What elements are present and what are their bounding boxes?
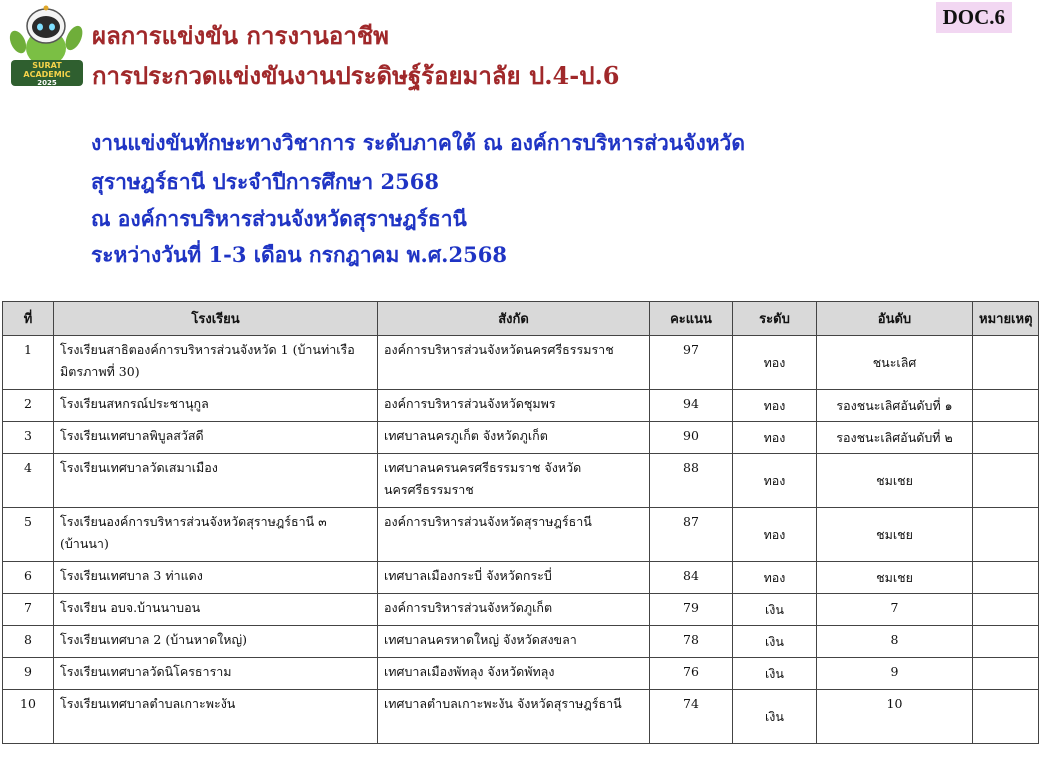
cell-level: เงิน [733,690,817,744]
table-row [3,658,1039,690]
cell-affiliation: องค์การบริหารส่วนจังหวัดนครศรีธรรมราช [378,336,650,390]
header-note: หมายเหตุ [973,302,1039,336]
cell-affiliation: เทศบาลนครภูเก็ต จังหวัดภูเก็ต [378,422,650,454]
table-row [3,422,1039,454]
cell-no: 8 [3,626,54,658]
cell-no: 6 [3,562,54,594]
cell-rank: รองชนะเลิศอันดับที่ ๑ [817,390,973,422]
cell-school: โรงเรียนเทศบาลวัดเสมาเมือง [54,454,378,508]
logo-text-surat: SURAT [32,61,62,70]
cell-no: 7 [3,594,54,626]
doc-badge: DOC.6 [936,2,1012,33]
table-row [3,626,1039,658]
cell-rank: 8 [817,626,973,658]
cell-no: 9 [3,658,54,690]
cell-rank: ชมเชย [817,454,973,508]
cell-score: 87 [650,508,733,562]
cell-score: 90 [650,422,733,454]
results-table [2,301,1039,744]
header-rank: อันดับ [817,302,973,336]
cell-note [973,658,1039,690]
cell-rank: ชมเชย [817,562,973,594]
cell-score: 79 [650,594,733,626]
page-title-line1: ผลการแข่งขัน การงานอาชีพ [92,21,389,50]
cell-school: โรงเรียนเทศบาล 2 (บ้านหาดใหญ่) [54,626,378,658]
table-row [3,336,1039,390]
cell-school: โรงเรียนเทศบาลตำบลเกาะพะงัน [54,690,378,744]
header-no: ที่ [3,302,54,336]
cell-note [973,390,1039,422]
table-row [3,594,1039,626]
table-row [3,390,1039,422]
cell-no: 5 [3,508,54,562]
header-score: คะแนน [650,302,733,336]
cell-level: เงิน [733,626,817,658]
cell-no: 1 [3,336,54,390]
cell-note [973,336,1039,390]
cell-affiliation: องค์การบริหารส่วนจังหวัดภูเก็ต [378,594,650,626]
cell-rank: ชมเชย [817,508,973,562]
cell-rank: 7 [817,594,973,626]
cell-affiliation: องค์การบริหารส่วนจังหวัดชุมพร [378,390,650,422]
event-subtitle-line2: สุราษฎร์ธานี ประจำปีการศึกษา 2568 [91,169,439,194]
cell-level: ทอง [733,422,817,454]
cell-score: 78 [650,626,733,658]
cell-level: ทอง [733,562,817,594]
cell-affiliation: เทศบาลเมืองกระบี่ จังหวัดกระบี่ [378,562,650,594]
table-header-row [3,302,1039,336]
cell-level: เงิน [733,594,817,626]
cell-score: 84 [650,562,733,594]
cell-no: 3 [3,422,54,454]
cell-rank: 9 [817,658,973,690]
cell-rank: 10 [817,690,973,744]
robot-mascot-logo [8,4,86,92]
cell-rank: รองชนะเลิศอันดับที่ ๒ [817,422,973,454]
cell-level: ทอง [733,390,817,422]
cell-affiliation: เทศบาลนครหาดใหญ่ จังหวัดสงขลา [378,626,650,658]
cell-level: ทอง [733,454,817,508]
event-subtitle-line4: ระหว่างวันที่ 1-3 เดือน กรกฎาคม พ.ศ.2568 [91,242,507,267]
cell-school: โรงเรียน อบจ.บ้านนาบอน [54,594,378,626]
header-school: โรงเรียน [54,302,378,336]
cell-rank: ชนะเลิศ [817,336,973,390]
logo-text-academic: ACADEMIC [23,70,71,79]
header-level: ระดับ [733,302,817,336]
cell-school: โรงเรียนสาธิตองค์การบริหารส่วนจังหวัด 1 (บ้านท่าเรือมิตรภาพที่ 30) [54,336,378,390]
cell-affiliation: เทศบาลตำบลเกาะพะงัน จังหวัดสุราษฎร์ธานี [378,690,650,744]
cell-note [973,508,1039,562]
cell-no: 2 [3,390,54,422]
cell-level: เงิน [733,658,817,690]
cell-score: 94 [650,390,733,422]
cell-score: 88 [650,454,733,508]
cell-score: 74 [650,690,733,744]
cell-no: 10 [3,690,54,744]
cell-school: โรงเรียนเทศบาลวัดนิโครธาราม [54,658,378,690]
cell-level: ทอง [733,336,817,390]
cell-note [973,422,1039,454]
page-title-line2: การประกวดแข่งขันงานประดิษฐ์ร้อยมาลัย ป.4-ป.6 [92,61,620,90]
cell-score: 97 [650,336,733,390]
cell-affiliation: องค์การบริหารส่วนจังหวัดสุราษฎร์ธานี [378,508,650,562]
cell-note [973,454,1039,508]
header-affiliation: สังกัด [378,302,650,336]
event-subtitle-line3: ณ องค์การบริหารส่วนจังหวัดสุราษฎร์ธานี [91,206,467,231]
cell-school: โรงเรียนเทศบาล 3 ท่าแดง [54,562,378,594]
event-subtitle-line1: งานแข่งขันทักษะทางวิชาการ ระดับภาคใต้ ณ องค์การบริหารส่วนจังหวัด [91,130,745,155]
cell-note [973,562,1039,594]
table-row [3,690,1039,744]
table-row [3,508,1039,562]
cell-note [973,626,1039,658]
cell-no: 4 [3,454,54,508]
cell-score: 76 [650,658,733,690]
cell-note [973,594,1039,626]
cell-level: ทอง [733,508,817,562]
cell-affiliation: เทศบาลนครนครศรีธรรมราช จังหวัดนครศรีธรรมราช [378,454,650,508]
cell-note [973,690,1039,744]
cell-school: โรงเรียนสหกรณ์ประชานุกูล [54,390,378,422]
table-row [3,454,1039,508]
logo-text-year: 2025 [37,79,57,87]
cell-affiliation: เทศบาลเมืองพัทลุง จังหวัดพัทลุง [378,658,650,690]
cell-school: โรงเรียนเทศบาลพิบูลสวัสดี [54,422,378,454]
table-row [3,562,1039,594]
cell-school: โรงเรียนองค์การบริหารส่วนจังหวัดสุราษฎร์ธานี ๓ (บ้านนา) [54,508,378,562]
